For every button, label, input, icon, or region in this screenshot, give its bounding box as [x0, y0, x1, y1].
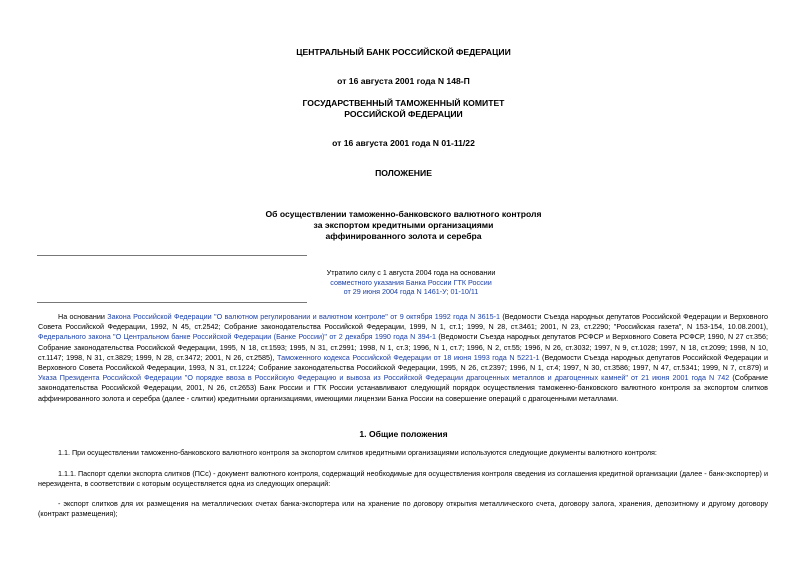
preamble-text-5: (Собрание законодательства Российской Федерации, 2001, N 26, ст.2653) Банк России и ГТК России устанавливают следующий порядок осуществления таможенно-банковского валютного контроля за экспортом слитков аффинированного золота и серебра (далее - слитки) кредитными организациями, имеющими лицензии Банка России на совершение операций с драгоценными металлами.	[38, 373, 768, 403]
subject-line2: за экспортом кредитными организациями	[313, 220, 494, 230]
bank-date: от 16 августа 2001 года N 148-П	[337, 76, 470, 86]
link-customs-code[interactable]: Таможенного кодекса Российской Федерации от 18 июня 1993 года N 5221-1	[277, 352, 540, 362]
issuer-committee-line2: РОССИЙСКОЙ ФЕДЕРАЦИИ	[344, 109, 463, 119]
link-presidential-decree[interactable]: Указа Президента Российской Федерации "О порядке ввоза в Российскую Федерацию и вывоза из Российской Федерации драгоценных металлов и драгоценных камней" от 21 июня 2001 года N 742	[38, 373, 730, 383]
issuer-committee-line1: ГОСУДАРСТВЕННЫЙ ТАМОЖЕННЫЙ КОМИТЕТ	[302, 98, 505, 108]
preamble-paragraph	[38, 312, 768, 404]
subject-line1: Об осуществлении таможенно-банковского валютного контроля	[265, 209, 542, 219]
status-link-line2[interactable]: от 29 июня 2004 года N 1461-У; 01-10/11	[343, 287, 479, 297]
preamble-text-4: (Ведомости Съезда народных депутатов Российской Федерации и Верховного Совета Российской Федерации, 1993, N 31, ст.1224; Собрание законодательства Российской Федерации, 1995, N 26, ст.2397; 1996, N 1, ст.4; 1997, N 30, ст.3586; 1997, N 47, ст.5341; 1999, N 7, ст.879) и	[38, 352, 769, 373]
status-link-line1[interactable]: совместного указания Банка России ГТК России	[330, 277, 492, 287]
preamble-text-3: (Ведомости Съезда народных депутатов РСФСР и Верховного Совета РСФСР, 1990, N 27 ст.356; Собрание законодательства Российской Федерации, 1995, N 18, ст.1593; 1995, N 31, ст.2991; 1998, N 1, ст.3; 1996, N 1, ст.7; 1996, N 2, ст.55; 1996, N 26, ст.3032; 1997, N 9, ст.1028; 1997, N 18, ст.2099; 1998, N 10, ст.1147; 1998, N 31, ст.3829; 1999, N 28, ст.3472; 2001, N 26, ст.2585),	[38, 332, 768, 362]
link-central-bank-law[interactable]: Федерального закона "О Центральном банке Российской Федерации (Банке России)" от 2 декабря 1990 года N 394-1	[38, 332, 437, 342]
committee-date: от 16 августа 2001 года N 01-11/22	[332, 138, 475, 148]
document-type-title: ПОЛОЖЕНИЕ	[375, 168, 432, 178]
divider-top	[37, 255, 307, 256]
subject-line3: аффинированного золота и серебра	[325, 231, 482, 241]
preamble-text-1: На основании	[58, 312, 108, 321]
status-text: Утратило силу с 1 августа 2004 года на основании	[326, 268, 496, 277]
clause-1-1: 1.1. При осуществлении таможенно-банковского валютного контроля за экспортом слитков кредитными организациями используются следующие документы валютного контроля:	[58, 448, 657, 457]
issuer-bank: ЦЕНТРАЛЬНЫЙ БАНК РОССИЙСКОЙ ФЕДЕРАЦИИ	[296, 47, 511, 57]
link-currency-law[interactable]: Закона Российской Федерации "О валютном регулировании и валютном контроле" от 9 октября 1992 года N 3615-1	[107, 312, 500, 321]
preamble-text-2: (Ведомости Съезда народных депутатов Российской Федерации и Верховного Совета Российской Федерации, 1992, N 45, ст.2542; Собрание законодательства Российской Федерации, 1999, N 1, ст.1; 1999, N 28, ст.3461; 2001, N 23, ст.2290; "Российская газета", N 153-154, 10.08.2001),	[38, 312, 768, 332]
divider-bottom	[37, 302, 307, 303]
status-notice	[300, 268, 522, 297]
section-heading: 1. Общие положения	[359, 429, 448, 439]
clause-export-placement: - экспорт слитков для их размещения на металлических счетах банка-экспортера или на хранение по договору открытия металлического счета, договору залога, хранения, депозитному и другому договору (контракт размещения);	[38, 499, 768, 519]
clause-1-1-1: 1.1.1. Паспорт сделки экспорта слитков (ПСс) - документ валютного контроля, содержащий необходимые для осуществления контроля сведения из соглашения кредитной организации (далее - банк-экспортер) и нерезидента, в соответствии с которым осуществляется одна из следующих операций:	[38, 469, 768, 489]
